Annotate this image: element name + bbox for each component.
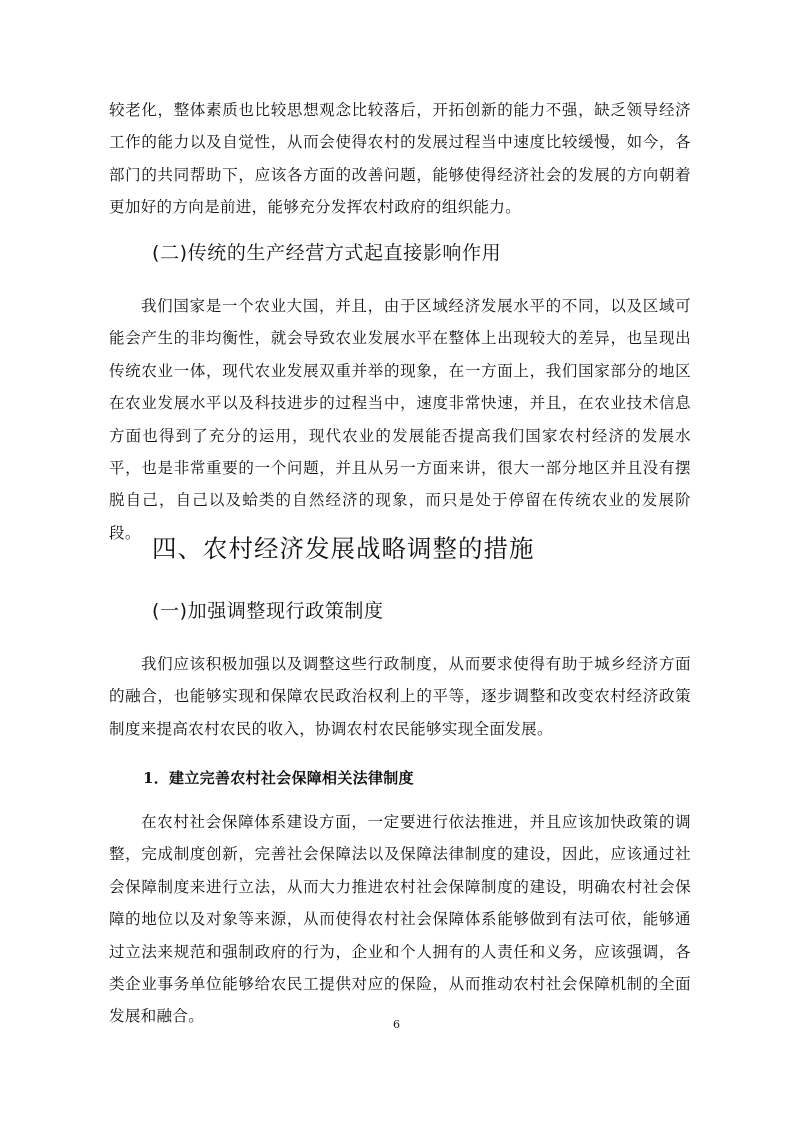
section-heading-1-policy-adjustment: (一)加强调整现行政策制度: [152, 600, 384, 622]
paragraph-social-security: 在农村社会保障体系建设方面，一定要进行依法推进，并且应该加快政策的调整，完成制度创新，完善社会保障法以及保障法律制度的建设，因此，应该通过社会保障制度来进行立法，从而大力推进农村社会保障制度的建设，明确农村社会保障的地位以及对象等来源，从而使得农村社会保障体系能够做到有法可依，能够通过立法来规范和强制政府的行为，企业和个人拥有的人责任和义务，应该强调，各类企业事务单位能够给农民工提供对应的保险，从而推动农村社会保障机制的全面发展和融合。: [109, 813, 691, 1026]
page-number: 6: [393, 1018, 400, 1031]
paragraph-agricultural-country: 我们国家是一个农业大国，并且，由于区域经济发展水平的不同，以及区域可能会产生的非均衡性，就会导致农业发展水平在整体上出现较大的差异，也呈现出传统农业一体，现代农业发展双重并举的现象，在一方面上，我们国家部分的地区在农业发展水平以及科技进步的过程当中，速度非常快速，并且，在农业技术信息方面也得到了充分的运用，现代农业的发展能否提高我们国家农村经济的发展水平，也是非常重要的一个问题，并且从另一方面来讲，很大一部分地区并且没有摆脱自己，自己以及蛤类的自然经济的现象，而只是处于停留在传统农业的发展阶段。: [109, 297, 691, 542]
subsection-heading-1-social-security-law: 1．建立完善农村社会保障相关法律制度: [143, 769, 414, 787]
section-heading-2-traditional-production: (二)传统的生产经营方式起直接影响作用: [152, 242, 502, 264]
paragraph-policy-adjustment: 我们应该积极加强以及调整这些行政制度，从而要求使得有助于城乡经济方面的融合，也能够实现和保障农民政治权利上的平等，逐步调整和改变农村经济政策制度来提高农村农民的收入，协调农村农民能够实现全面发展。: [109, 655, 691, 738]
paragraph-continuation: 较老化，整体素质也比较思想观念比较落后，开拓创新的能力不强，缺乏领导经济工作的能力以及自觉性，从而会使得农村的发展过程当中速度比较缓慢，如今，各部门的共同帮助下，应该各方面的改善问题，能够使得经济社会的发展的方向朝着更加好的方向是前进，能够充分发挥农村政府的组织能力。: [109, 101, 691, 217]
chapter-heading-4-measures: 四、农村经济发展战略调整的措施: [152, 534, 535, 563]
